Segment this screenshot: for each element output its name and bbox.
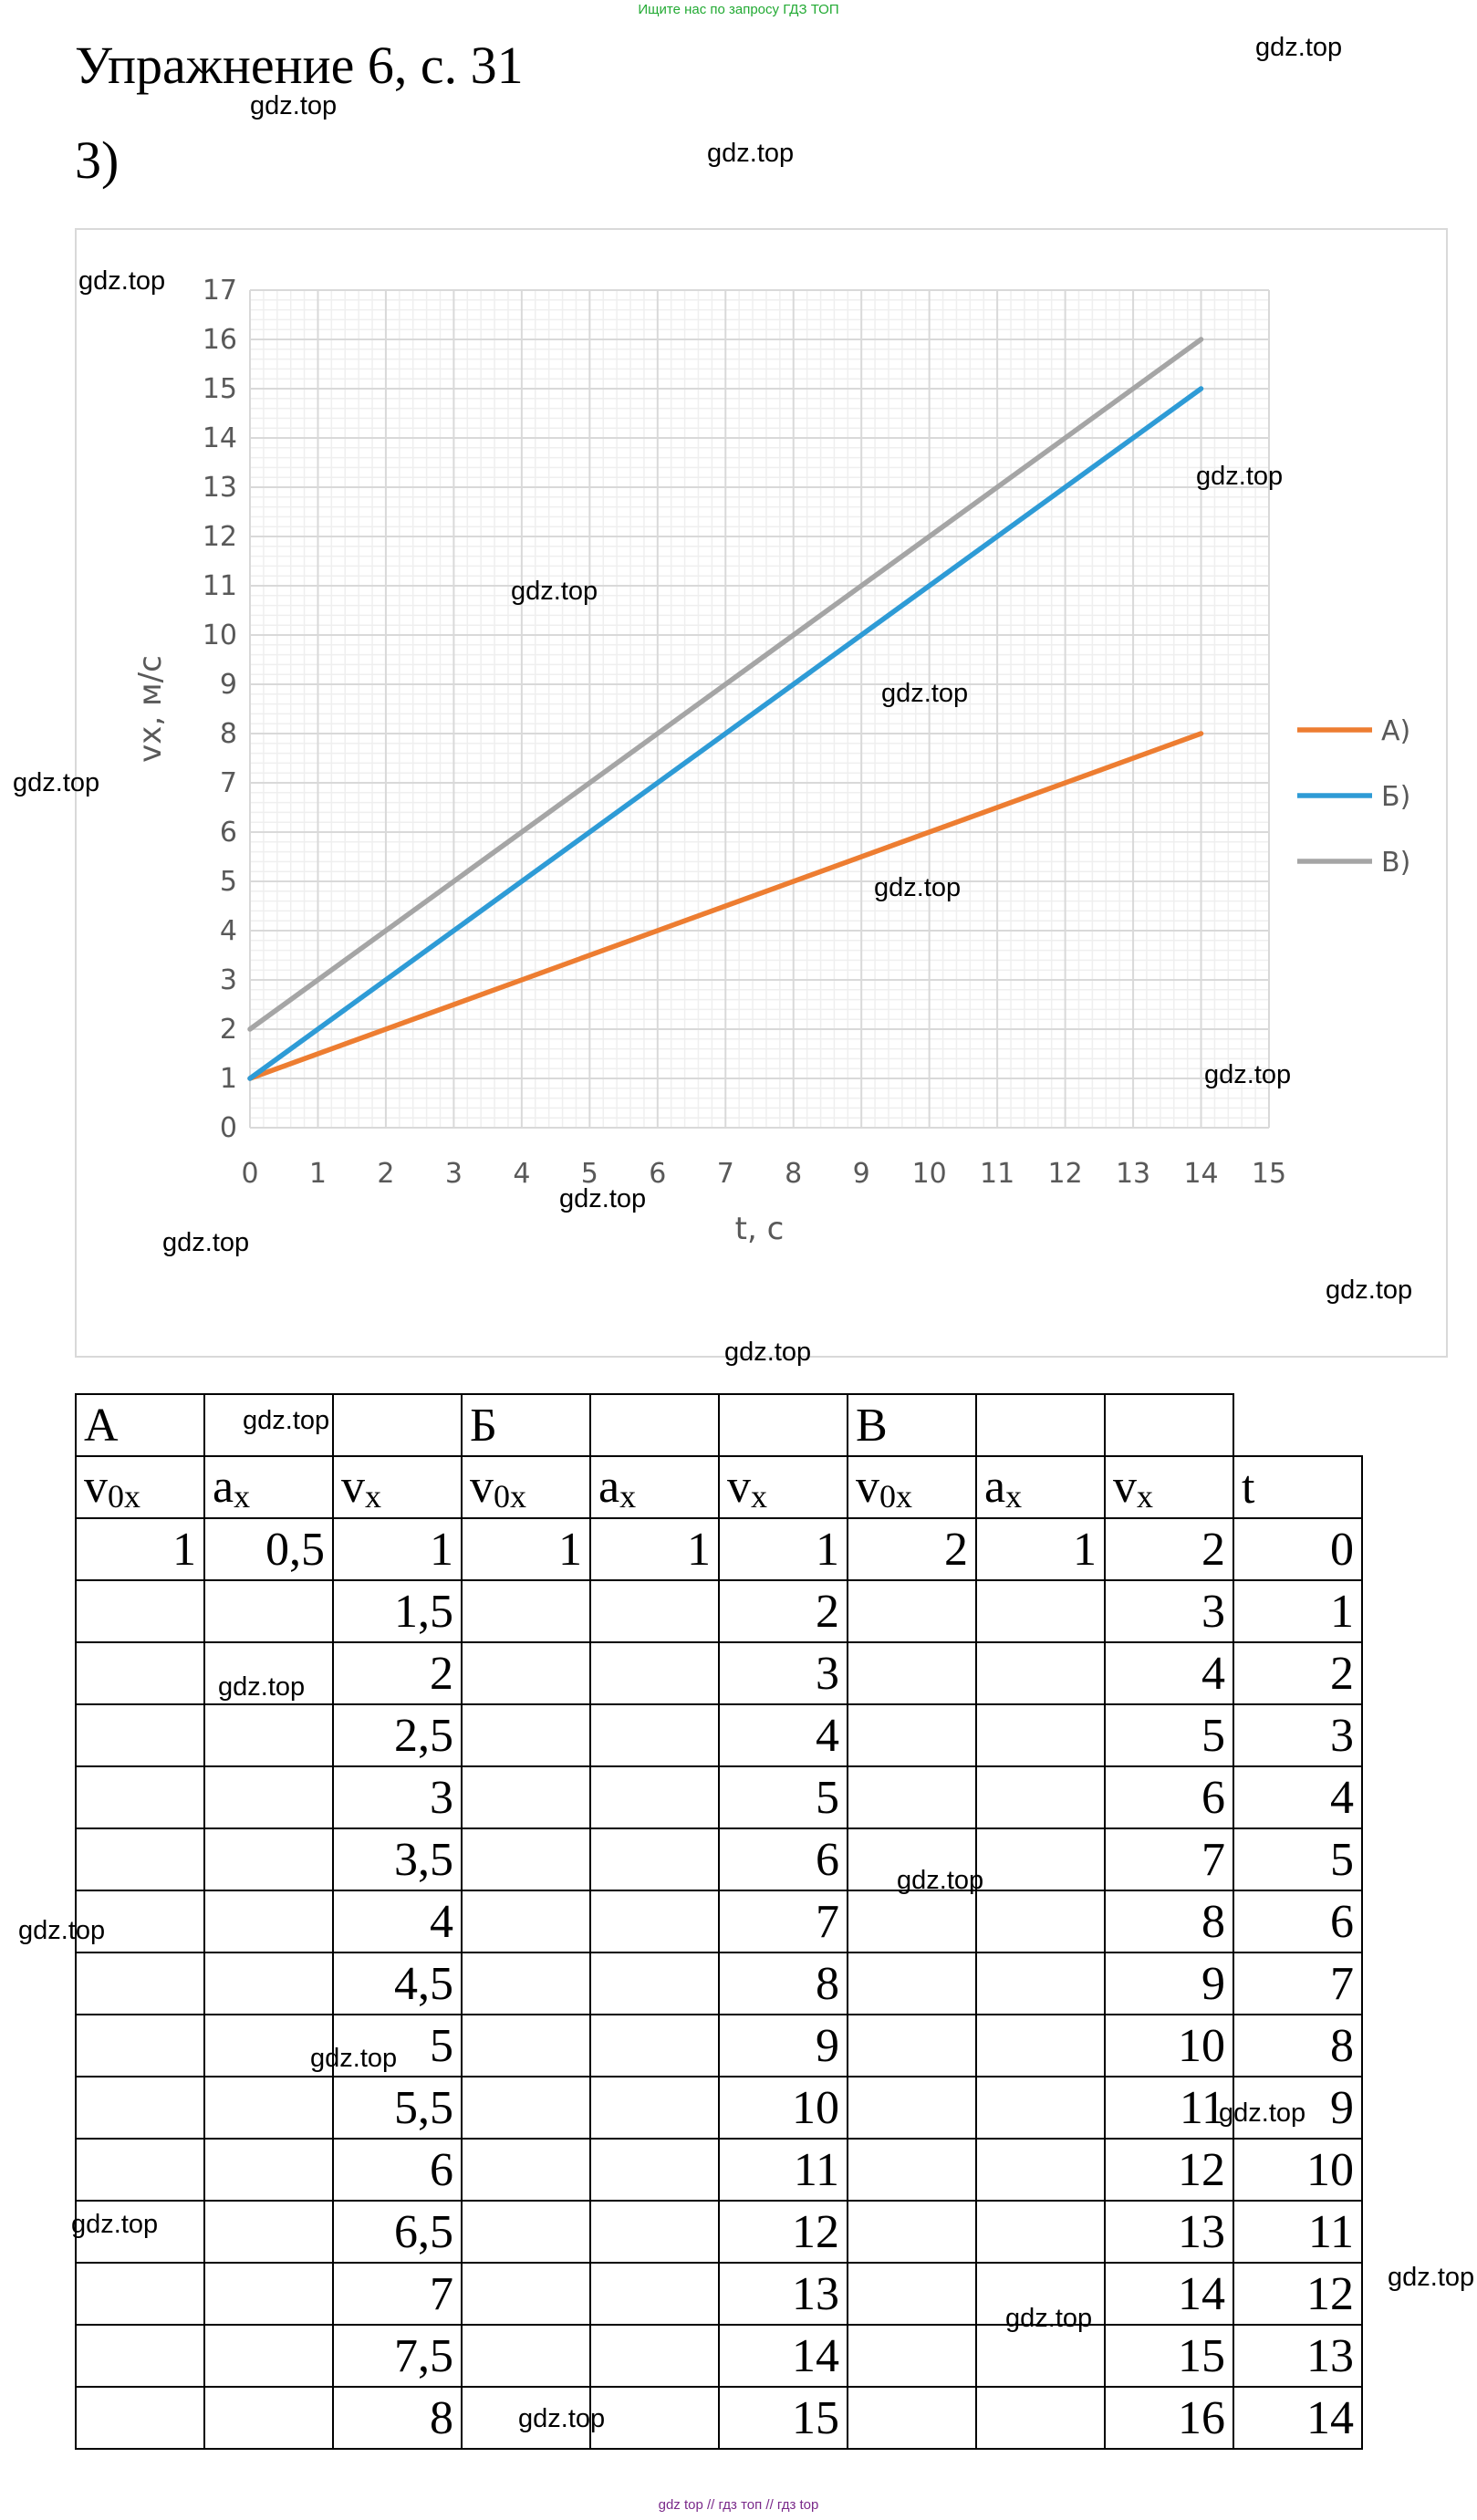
table-cell [204,2139,333,2201]
table-cell [590,1642,719,1704]
watermark: gdz.top [162,1228,250,1257]
table-cell [590,1828,719,1890]
table-cell: 1 [590,1518,719,1580]
column-header-sub: 0x [494,1477,526,1515]
table-row [76,2263,1362,2325]
table-cell [76,1952,204,2015]
table-cell: 14 [1233,2387,1362,2449]
table-cell [76,2077,204,2139]
table-cell [76,1704,204,1766]
table-row [76,1704,1362,1766]
table-cell [848,2263,976,2325]
table-cell: 3 [333,1766,462,1828]
y-tick-label: 15 [202,373,237,405]
column-header-vx [719,1456,848,1518]
y-tick-label: 1 [219,1063,237,1095]
x-tick-label: 5 [580,1158,598,1190]
table-cell [590,2325,719,2387]
table-cell: 4 [333,1890,462,1952]
table-cell [848,1642,976,1704]
watermark: gdz.top [218,1672,306,1702]
table-cell [76,2325,204,2387]
x-tick-label: 7 [716,1158,734,1190]
table-cell [1105,1394,1233,1456]
table-cell: 4,5 [333,1952,462,2015]
table-row [76,2387,1362,2449]
x-tick-label: 6 [649,1158,667,1190]
table-cell [462,2015,590,2077]
y-tick-label: 17 [202,275,237,307]
table-cell: 11 [1233,2201,1362,2263]
table-cell [204,1704,333,1766]
x-tick-label: 3 [444,1158,463,1190]
watermark: gdz.top [78,266,166,296]
table-cell [204,2263,333,2325]
table-cell: 5 [333,2015,462,2077]
table-cell: 9 [1105,1952,1233,2015]
table-cell: 12 [719,2201,848,2263]
y-tick-label: 3 [219,964,237,996]
table-cell [204,1952,333,2015]
table-cell [848,1766,976,1828]
watermark: gdz.top [1326,1276,1413,1305]
table-cell: 4 [1105,1642,1233,1704]
group-header: А [76,1394,204,1456]
column-header-sub: x [234,1477,251,1515]
table-cell [462,1952,590,2015]
table-cell [976,2139,1105,2201]
table-cell: 7 [1233,1952,1362,2015]
table-cell [590,2077,719,2139]
y-tick-label: 8 [219,718,237,750]
x-tick-label: 0 [241,1158,259,1190]
table-cell [76,2139,204,2201]
table-cell [204,1890,333,1952]
table-cell [848,1952,976,2015]
column-header-sub: 0x [108,1477,140,1515]
table-cell: 0 [1233,1518,1362,1580]
y-tick-label: 14 [202,422,237,454]
table-cell [76,1828,204,1890]
table-cell [976,2325,1105,2387]
table-row [76,2077,1362,2139]
y-tick-label: 13 [202,472,237,504]
table-cell [1233,1394,1362,1456]
table-cell [976,2201,1105,2263]
table-row [76,2015,1362,2077]
table-cell [462,1704,590,1766]
table-row [76,1890,1362,1952]
table-cell: 7 [1105,1828,1233,1890]
column-header-main: a [984,1460,1006,1513]
table-row [76,2325,1362,2387]
watermark: gdz.top [243,1406,330,1435]
watermark: gdz.top [897,1866,984,1895]
table-cell: 10 [1105,2015,1233,2077]
table-cell: 1 [719,1518,848,1580]
table-cell: 6 [1233,1890,1362,1952]
table-cell [976,2015,1105,2077]
table-cell: 4 [1233,1766,1362,1828]
table-cell: 15 [1105,2325,1233,2387]
y-tick-label: 7 [219,767,237,799]
x-tick-label: 14 [1183,1158,1219,1190]
table-cell: 15 [719,2387,848,2449]
table-cell [76,1766,204,1828]
table-cell: 1 [1233,1580,1362,1642]
part-label: 3) [75,130,120,190]
table-cell [76,2263,204,2325]
table-cell: 12 [1105,2139,1233,2201]
table-cell [848,2387,976,2449]
table-cell [204,2325,333,2387]
table-cell: 1 [976,1518,1105,1580]
table-cell: 11 [719,2139,848,2201]
table-cell [848,2139,976,2201]
column-header-t: t [1233,1456,1362,1518]
table-cell [462,1642,590,1704]
column-header-main: a [598,1460,620,1513]
y-tick-label: 6 [219,817,237,849]
table-cell [848,1890,976,1952]
y-tick-label: 16 [202,324,237,356]
table-cell [976,1766,1105,1828]
group-header: Б [462,1394,590,1456]
page-title: Упражнение 6, с. 31 [75,36,524,95]
table-cell [976,1394,1105,1456]
table-cell: 8 [719,1952,848,2015]
column-header-v0x [462,1456,590,1518]
legend-label: А) [1381,715,1411,747]
y-tick-label: 12 [202,521,237,553]
y-tick-label: 10 [202,620,237,651]
table-cell: 3 [1233,1704,1362,1766]
table-cell [976,2077,1105,2139]
table-cell: 7 [719,1890,848,1952]
table-header-row [76,1456,1362,1518]
table-cell: 3,5 [333,1828,462,1890]
table-cell: 10 [719,2077,848,2139]
table-cell: 8 [1233,2015,1362,2077]
table-cell [590,2015,719,2077]
table-row [76,1952,1362,2015]
y-axis-title: vx, м/с [132,655,169,763]
watermark: gdz.top [881,679,969,708]
column-header-main: v [856,1460,879,1513]
y-tick-label: 5 [219,866,237,898]
table-row [76,1766,1362,1828]
x-tick-label: 2 [377,1158,395,1190]
table-cell [462,1890,590,1952]
table-row [76,1518,1362,1580]
table-cell [462,2201,590,2263]
table-cell: 6 [333,2139,462,2201]
watermark: gdz.top [1388,2263,1475,2292]
column-header-sub: x [365,1477,381,1515]
x-tick-label: 4 [513,1158,531,1190]
x-tick-label: 10 [911,1158,947,1190]
column-header-sub: x [1005,1477,1023,1515]
table-cell [848,2077,976,2139]
watermark: gdz.top [1204,1060,1292,1089]
column-header-main: v [84,1460,108,1513]
watermark: gdz.top [250,91,338,120]
table-cell [204,1828,333,1890]
column-header-ax [976,1456,1105,1518]
column-header-v0x [76,1456,204,1518]
table-cell [590,2387,719,2449]
table-cell: 13 [719,2263,848,2325]
column-header-vx [1105,1456,1233,1518]
watermark: gdz.top [874,873,962,902]
table-cell: 2 [1105,1518,1233,1580]
table-cell: 13 [1233,2325,1362,2387]
x-tick-label: 1 [308,1158,328,1190]
table-cell: 7,5 [333,2325,462,2387]
y-tick-label: 2 [219,1014,237,1046]
watermark: gdz.top [707,139,795,168]
table-cell: 1,5 [333,1580,462,1642]
table-cell: 1 [76,1518,204,1580]
column-header-vx [333,1456,462,1518]
column-header-sub: x [1137,1477,1153,1515]
table-cell [976,1704,1105,1766]
table-cell [333,1394,462,1456]
watermark: gdz.top [1219,2098,1306,2128]
footer: gdz top // гдз топ // гдз top [658,2497,819,2513]
x-axis-title: t, с [734,1211,785,1247]
table-cell [848,1580,976,1642]
table-cell: 13 [1105,2201,1233,2263]
table-cell [462,2077,590,2139]
table-cell [976,1828,1105,1890]
table-cell: 6,5 [333,2201,462,2263]
velocity-chart [77,230,1446,1356]
column-header-v0x [848,1456,976,1518]
x-tick-label: 9 [852,1158,870,1190]
watermark: gdz.top [559,1184,647,1213]
table-cell: 10 [1233,2139,1362,2201]
table-cell [848,2015,976,2077]
table-cell: 6 [719,1828,848,1890]
table-cell: 5 [1105,1704,1233,1766]
table-cell: 2 [1233,1642,1362,1704]
table-cell [590,1394,719,1456]
x-tick-label: 15 [1251,1158,1287,1190]
y-tick-label: 9 [219,669,237,701]
table-row [76,2201,1362,2263]
table-row [76,1580,1362,1642]
table-cell [462,1828,590,1890]
table-cell [848,2325,976,2387]
table-cell [848,2201,976,2263]
y-tick-label: 11 [202,570,237,602]
table-cell [590,1952,719,2015]
y-tick-label: 0 [219,1112,237,1144]
table-cell [76,1580,204,1642]
watermark: gdz.top [1005,2304,1093,2333]
table-cell [204,2201,333,2263]
table-cell [462,2139,590,2201]
top-banner: Ищите нас по запросу ГДЗ ТОП [638,2,839,17]
table-row [76,1828,1362,1890]
table-cell: 8 [1105,1890,1233,1952]
column-header-sub: 0x [879,1477,912,1515]
table-cell: 1 [333,1518,462,1580]
table-cell [976,2387,1105,2449]
table-cell: 2 [848,1518,976,1580]
column-header-main: v [727,1460,751,1513]
legend-label: Б) [1381,781,1411,813]
watermark: gdz.top [18,1916,106,1945]
table-cell [204,2077,333,2139]
table-cell [462,2263,590,2325]
chart-container [75,228,1448,1358]
table-cell: 1 [462,1518,590,1580]
legend-label: В) [1381,847,1411,879]
table-cell: 9 [1233,2077,1362,2139]
table-cell: 3 [1105,1580,1233,1642]
table-cell [462,2325,590,2387]
column-header-ax [590,1456,719,1518]
column-header-sub: x [751,1477,767,1515]
table-cell [976,1642,1105,1704]
watermark: gdz.top [310,2044,398,2073]
watermark: gdz.top [71,2210,159,2239]
watermark: gdz.top [1255,33,1343,62]
table-cell [76,2387,204,2449]
table-cell [590,2139,719,2201]
watermark: gdz.top [724,1338,812,1367]
table-cell [976,1890,1105,1952]
x-tick-label: 11 [980,1158,1015,1190]
table-cell [590,1766,719,1828]
table-cell [204,1766,333,1828]
table-cell: 4 [719,1704,848,1766]
column-header-main: a [213,1460,234,1513]
table-cell: 14 [1105,2263,1233,2325]
column-header-ax [204,1456,333,1518]
column-header-main: v [1113,1460,1137,1513]
table-cell [462,1766,590,1828]
table-cell: 5 [1233,1828,1362,1890]
table-cell: 6 [1105,1766,1233,1828]
table-cell [204,2387,333,2449]
table-cell: 0,5 [204,1518,333,1580]
table-cell [76,1642,204,1704]
table-cell: 9 [719,2015,848,2077]
table-cell: 5 [719,1766,848,1828]
table-cell [462,1580,590,1642]
watermark: gdz.top [511,577,598,606]
table-row [76,2139,1362,2201]
table-cell [204,1580,333,1642]
table-cell: 16 [1105,2387,1233,2449]
column-header-main: v [470,1460,494,1513]
table-cell: 7 [333,2263,462,2325]
group-header: В [848,1394,976,1456]
table-cell [590,2201,719,2263]
watermark: gdz.top [13,768,100,797]
table-cell: 2 [333,1642,462,1704]
table-cell [848,1704,976,1766]
watermark: gdz.top [1196,462,1284,491]
table-cell [590,1890,719,1952]
table-cell [590,1704,719,1766]
x-tick-label: 13 [1115,1158,1151,1190]
y-tick-label: 4 [219,915,237,947]
table-cell: 8 [333,2387,462,2449]
column-header-main: v [341,1460,365,1513]
table-cell: 12 [1233,2263,1362,2325]
table-cell: 5,5 [333,2077,462,2139]
table-cell [976,1952,1105,2015]
table-cell: 2,5 [333,1704,462,1766]
table-cell [76,2015,204,2077]
x-tick-label: 12 [1047,1158,1083,1190]
table-cell: 2 [719,1580,848,1642]
table-cell [590,1580,719,1642]
watermark: gdz.top [518,2404,606,2433]
data-table [75,1393,1363,2450]
table-cell [719,1394,848,1456]
table-cell: 3 [719,1642,848,1704]
column-header-sub: x [619,1477,637,1515]
table-cell [976,1580,1105,1642]
x-tick-label: 8 [785,1158,803,1190]
table-cell: 11 [1105,2077,1233,2139]
table-cell [590,2263,719,2325]
table-cell: 14 [719,2325,848,2387]
